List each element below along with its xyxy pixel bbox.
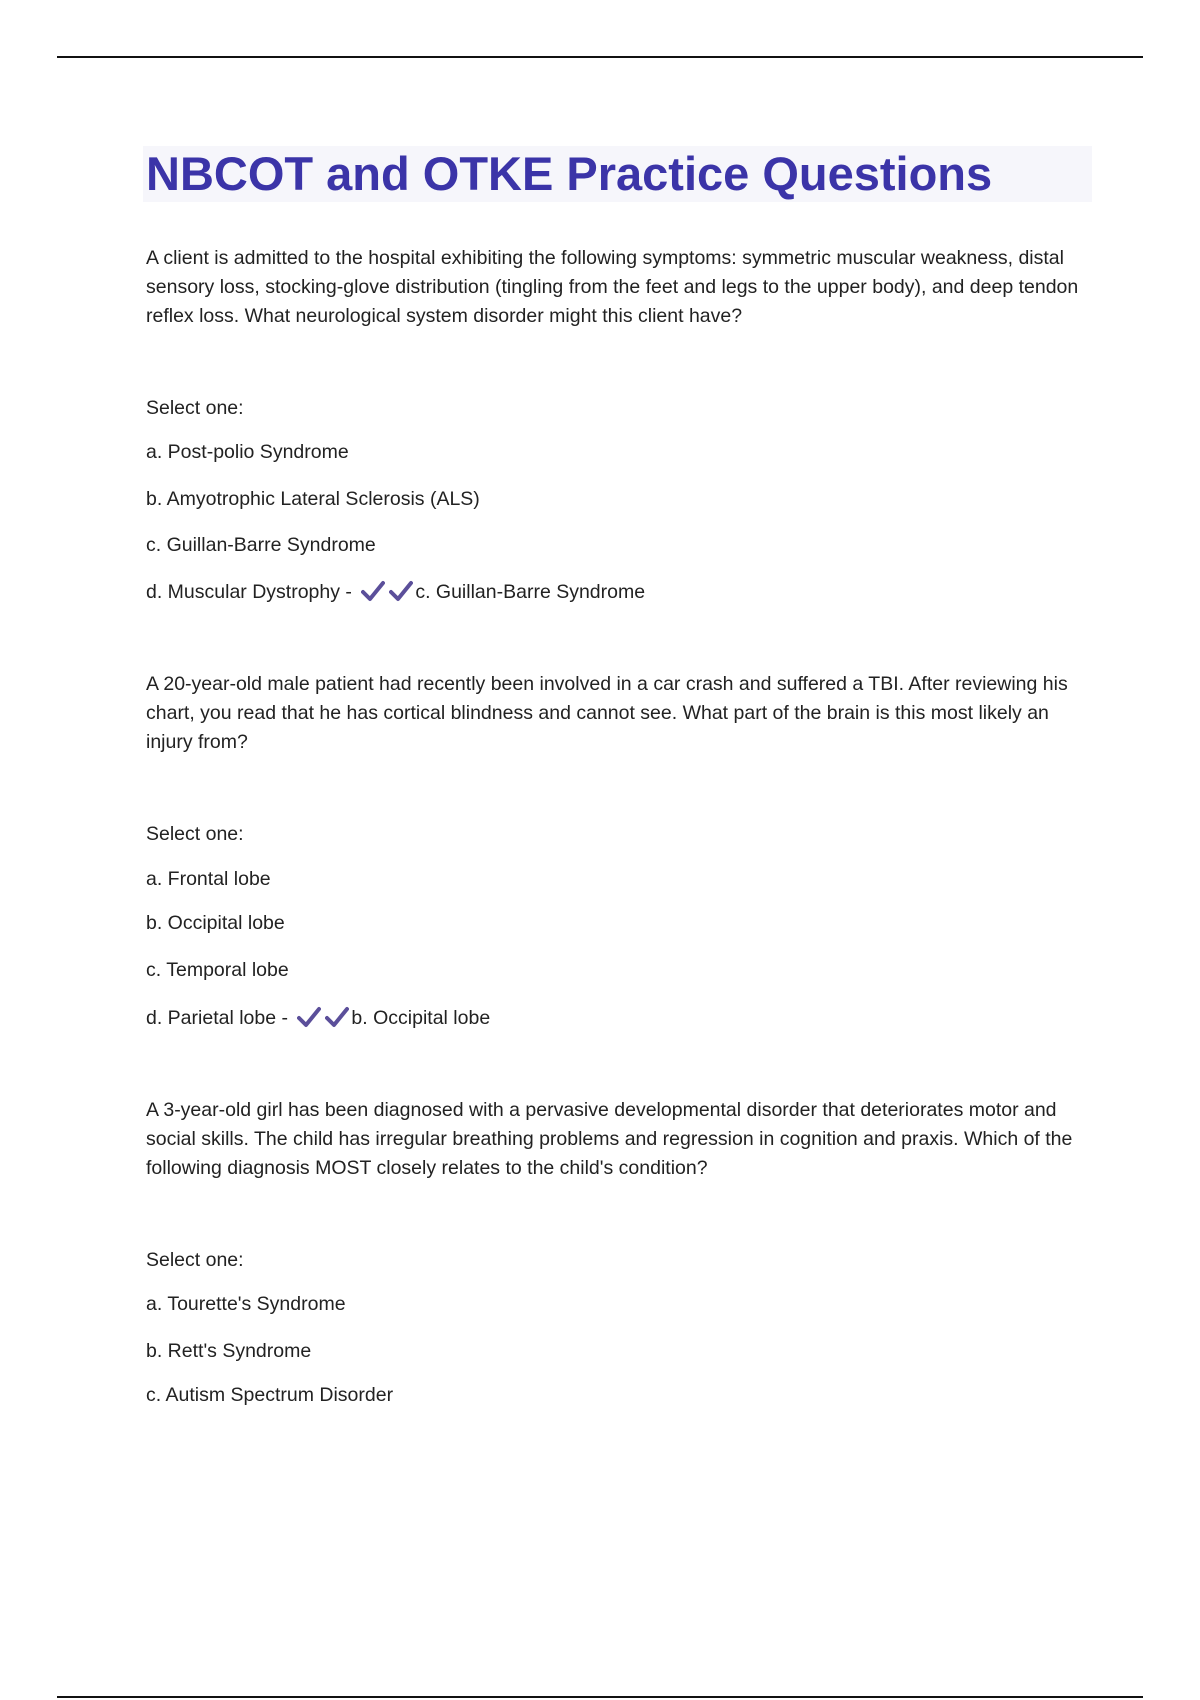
question-block-3 xyxy=(146,1096,1092,1406)
question-block-2 xyxy=(146,670,1092,1029)
option-c[interactable]: c. Autism Spectrum Disorder xyxy=(146,1384,394,1406)
question-text: A 20-year-old male patient had recently been involved in a car crash and suffered a TBI. After reviewing his chart, you read that he has cortical blindness and cannot see. What part of the brain is this most likely an injury from? xyxy=(146,673,1068,753)
option-c[interactable]: c. Guillan-Barre Syndrome xyxy=(146,534,376,556)
option-d: d. Parietal lobe - xyxy=(146,1007,288,1029)
select-label: Select one: xyxy=(146,823,244,845)
option-a[interactable]: a. Frontal lobe xyxy=(146,868,271,890)
option-b[interactable]: b. Occipital lobe xyxy=(146,912,285,934)
bottom-rule xyxy=(57,1696,1143,1698)
select-label: Select one: xyxy=(146,1249,244,1271)
option-d-with-answer[interactable] xyxy=(146,1005,490,1031)
page-title: NBCOT and OTKE Practice Questions xyxy=(146,147,993,200)
select-label: Select one: xyxy=(146,397,244,419)
option-c[interactable]: c. Temporal lobe xyxy=(146,959,289,981)
top-rule xyxy=(57,56,1143,58)
question-text: A client is admitted to the hospital exhibiting the following symptoms: symmetric muscular weakness, distal sensory loss, stocking-glove distribution (tingling from the feet and legs to the upper body), and deep tendon reflex loss. What neurological system disorder might this client have? xyxy=(146,247,1079,327)
check-icon xyxy=(389,580,413,602)
correct-answer: c. Guillan-Barre Syndrome xyxy=(415,581,646,603)
correct-answer: b. Occipital lobe xyxy=(351,1007,491,1029)
option-b[interactable]: b. Amyotrophic Lateral Sclerosis (ALS) xyxy=(146,488,480,510)
option-d-with-answer[interactable] xyxy=(146,579,645,605)
option-a[interactable]: a. Post-polio Syndrome xyxy=(146,441,349,463)
question-text: A 3-year-old girl has been diagnosed with a pervasive developmental disorder that deteriorates motor and social skills. The child has irregular breathing problems and regression in cognition and praxis. Which of the following diagnosis MOST closely relates to the child's condition? xyxy=(146,1099,1073,1179)
option-d: d. Muscular Dystrophy - xyxy=(146,581,352,603)
check-icon xyxy=(361,580,385,602)
option-a[interactable]: a. Tourette's Syndrome xyxy=(146,1293,346,1315)
check-icon xyxy=(297,1006,321,1028)
option-b[interactable]: b. Rett's Syndrome xyxy=(146,1340,312,1362)
check-icon xyxy=(325,1006,349,1028)
question-block-1 xyxy=(146,244,1092,603)
